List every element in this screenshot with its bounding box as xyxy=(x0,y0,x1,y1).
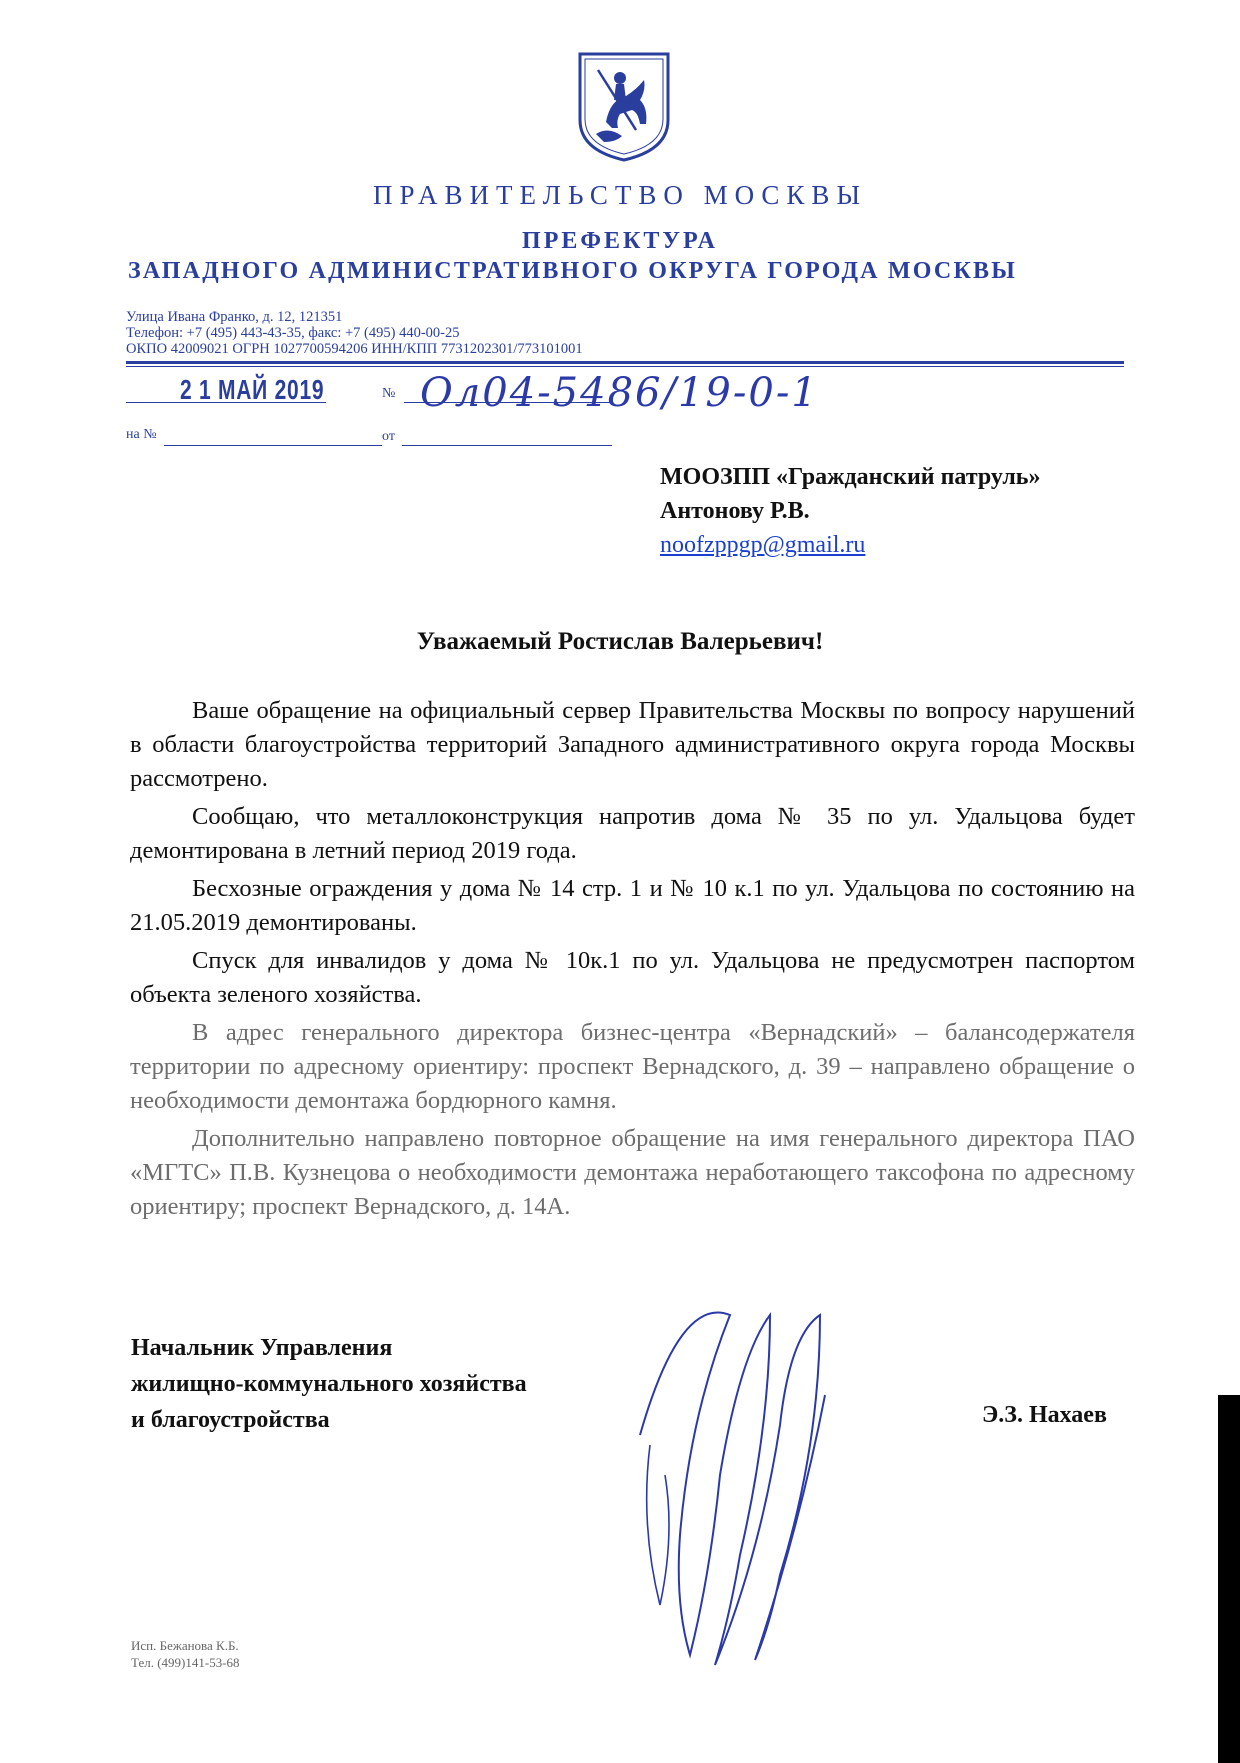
handwritten-signature xyxy=(620,1275,850,1675)
moscow-coat-of-arms-icon xyxy=(576,50,672,164)
executor-phone: Тел. (499)141-53-68 xyxy=(131,1655,240,1670)
recipient-block xyxy=(660,460,1040,562)
signer-name: Э.З. Нахаев xyxy=(982,1402,1107,1428)
header-rule-thin xyxy=(126,366,1124,367)
reply-to-label: на № xyxy=(126,427,157,442)
registration-date-stamp: 2 1 МАЙ 2019 xyxy=(180,374,325,405)
recipient-email-link[interactable]: noofzppgp@gmail.ru xyxy=(660,532,866,558)
signer-title-line: жилищно-коммунального хозяйства xyxy=(131,1371,527,1397)
greeting: Уважаемый Ростислав Валерьевич! xyxy=(416,628,824,655)
body-paragraph: Бесхозные ограждения у дома № 14 стр. 1 и № 10 к.1 по ул. Удальцова по состоянию на 21.05.2019 демонтированы. xyxy=(130,875,1135,936)
body-paragraph: В адрес генерального директора бизнес-центра «Вернадский» – балансодержателя территории по адресному ориентиру: проспект Вернадского, д. 39 – направлено обращение о необходимости демонтажа бордюрного камня. xyxy=(130,1019,1135,1114)
recipient-organization: МООЗПП «Гражданский патруль» xyxy=(660,464,1041,490)
government-title: ПРАВИТЕЛЬСТВО МОСКВЫ xyxy=(372,180,867,210)
scan-edge-shadow xyxy=(1218,1395,1240,1763)
body-paragraph: Дополнительно направлено повторное обращение на имя генерального директора ПАО «МГТС» П.В. Кузнецова о необходимости демонтажа неработающего таксофона по адресному ориентиру; проспект Вернадского, д. 14А. xyxy=(130,1125,1135,1220)
contacts-block xyxy=(126,309,583,357)
phone-line: Телефон: +7 (495) 443-43-35, факс: +7 (495) 440-00-25 xyxy=(126,325,460,341)
signer-title-line: Начальник Управления xyxy=(131,1335,393,1361)
codes-line: ОКПО 42009021 ОГРН 1027700594206 ИНН/КПП 7731202301/773101001 xyxy=(126,341,583,357)
body-paragraph: Сообщаю, что металлоконструкция напротив дома № 35 по ул. Удальцова будет демонтирована в летний период 2019 года. xyxy=(130,803,1135,864)
executor-name: Исп. Бежанова К.Б. xyxy=(131,1638,239,1653)
header-rule xyxy=(126,361,1124,364)
from-label: от xyxy=(382,429,395,444)
address-line: Улица Ивана Франко, д. 12, 121351 xyxy=(126,309,343,325)
letter-body xyxy=(130,694,1135,1228)
prefecture-subtitle: ЗАПАДНОГО АДМИНИСТРАТИВНОГО ОКРУГА ГОРОДА МОСКВЫ xyxy=(128,258,1018,284)
recipient-person: Антонову Р.В. xyxy=(660,498,810,524)
body-paragraph: Ваше обращение на официальный сервер Правительства Москвы по вопросу нарушений в области благоустройства территорий Западного административного округа города Москвы рассмотрено. xyxy=(130,697,1135,792)
from-underline xyxy=(402,445,612,446)
body-paragraph: Спуск для инвалидов у дома № 10к.1 по ул. Удальцова не предусмотрен паспортом объекта зеленого хозяйства. xyxy=(130,947,1135,1008)
signer-title xyxy=(131,1330,527,1438)
number-label: № xyxy=(382,386,396,401)
executor-block xyxy=(131,1637,240,1671)
reply-to-underline xyxy=(164,445,382,446)
handwritten-reg-number: Ол04-5486/19-0-1 xyxy=(420,370,819,416)
signer-title-line: и благоустройства xyxy=(131,1407,330,1433)
prefecture-title: ПРЕФЕКТУРА xyxy=(522,228,718,254)
